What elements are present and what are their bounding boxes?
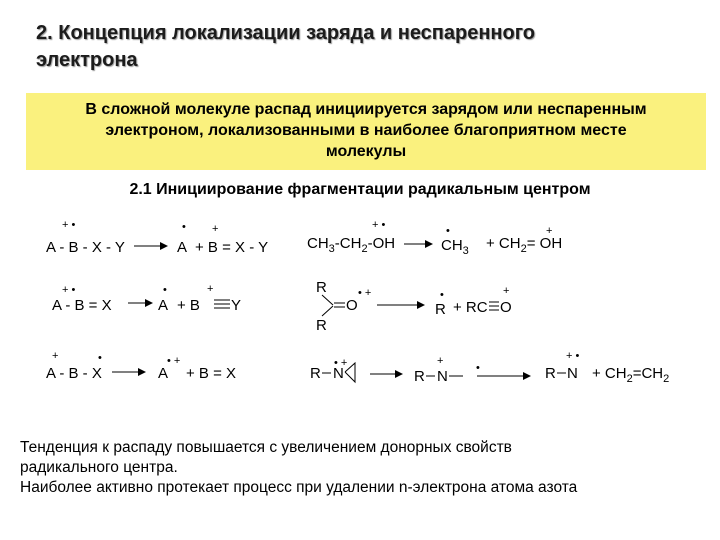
- r4-r-bottom: R: [316, 317, 327, 334]
- r3-product-1: A: [158, 297, 169, 314]
- note-line-2: радикального центра.: [20, 459, 178, 476]
- r3-reactant: A - B = X: [52, 297, 112, 314]
- r2-reactant: [307, 235, 395, 255]
- r2-product-2: [486, 235, 562, 255]
- r2-p2-oh: = OH: [526, 235, 563, 252]
- r4-r-top: R: [316, 279, 327, 296]
- r6-product-n: N: [567, 365, 578, 382]
- r1-product-1: A: [177, 239, 188, 256]
- reaction-1: [46, 219, 268, 256]
- reaction-2: [307, 219, 562, 257]
- r6-product-r: R: [545, 365, 556, 382]
- explanation-note: [20, 438, 710, 498]
- r2-sub-3: 3: [328, 243, 335, 255]
- callout-line-3: молекулы: [325, 143, 407, 160]
- r3-product-2: + B: [177, 297, 200, 314]
- callout-line-2: электроном, локализованными в наиболее благоприятном месте: [105, 122, 627, 139]
- note-line-3: Наиболее активно протекает процесс при удалении n-электрона атома азота: [20, 479, 578, 496]
- r1-product-2: + B = X - Y: [195, 239, 269, 256]
- section-subtitle: 2.1 Инициирование фрагментации радикальным центром: [129, 181, 591, 198]
- r6-ethylene: [592, 365, 669, 385]
- r6-sub-2: 2: [663, 373, 670, 385]
- r2-charge: +: [546, 225, 553, 237]
- r2-ch2: -CH: [334, 235, 362, 252]
- r5-product-2: + B = X: [186, 365, 237, 382]
- r5-charge: +: [52, 350, 59, 362]
- title-line-1: 2. Концепция локализации заряда и неспаренного: [36, 22, 536, 44]
- r2-product-1: [441, 237, 469, 257]
- r4-product-2: + RC: [453, 299, 488, 316]
- r2-p2-sub: 2: [520, 243, 527, 255]
- r4-oxygen: O: [346, 297, 358, 314]
- r2-p1-ch: CH: [441, 237, 463, 254]
- r6-sub-1: 2: [626, 373, 633, 385]
- r4-charge: +: [503, 285, 510, 297]
- r4-charge-radical: • +: [358, 287, 372, 299]
- r2-p2-ch: + CH: [486, 235, 521, 252]
- callout-line-1: В сложной молекуле распад инициируется зарядом или неспаренным: [85, 101, 647, 118]
- r2-radical-dot: •: [446, 225, 450, 237]
- title-line-2: электрона: [36, 49, 138, 71]
- r3-radical-dot: •: [163, 284, 167, 296]
- r5-product-1: A: [158, 365, 169, 382]
- r1-charge: +: [212, 223, 219, 235]
- r5-radical-dot: •: [98, 352, 102, 364]
- r2-ch: CH: [307, 235, 329, 252]
- r5-charge-radical: • +: [167, 355, 181, 367]
- r2-charge-radical: + •: [372, 219, 386, 231]
- r6-product-charge-radical: + •: [566, 350, 580, 362]
- r6-intermediate-n: N: [437, 368, 448, 385]
- r4-bond-bottom: [322, 306, 333, 316]
- r6-ch: + CH: [592, 365, 627, 382]
- reaction-4: [316, 279, 512, 334]
- r3-charge: +: [207, 283, 214, 295]
- r6-nitrogen: N: [333, 365, 344, 382]
- r6-intermediate-charge: +: [437, 355, 444, 367]
- r4-bond-top: [322, 295, 333, 305]
- r4-product-1: R: [435, 301, 446, 318]
- r1-radical-dot: •: [182, 221, 186, 233]
- reaction-5: [46, 350, 236, 382]
- reaction-6: [310, 350, 669, 385]
- r6-intermediate-r: R: [414, 368, 425, 385]
- r5-reactant: A - B - X: [46, 365, 102, 382]
- r6-charge-radical: • +: [334, 357, 348, 369]
- r6-r: R: [310, 365, 321, 382]
- r2-sub-2: 2: [361, 243, 368, 255]
- r2-p1-sub: 3: [462, 245, 469, 257]
- note-line-1: Тенденция к распаду повышается с увеличением донорных свойств: [20, 439, 512, 456]
- r6-ch2: =CH: [632, 365, 664, 382]
- reaction-3: [52, 283, 241, 314]
- r4-radical-dot: •: [440, 289, 444, 301]
- r1-reactant: A - B - X - Y: [46, 239, 125, 256]
- r1-charge-radical: + •: [62, 219, 76, 231]
- r4-product-3: O: [500, 299, 512, 316]
- r6-intermediate-radical: •: [476, 362, 480, 374]
- r3-charge-radical: + •: [62, 284, 76, 296]
- r2-oh: -OH: [367, 235, 396, 252]
- r3-product-3: Y: [231, 297, 242, 314]
